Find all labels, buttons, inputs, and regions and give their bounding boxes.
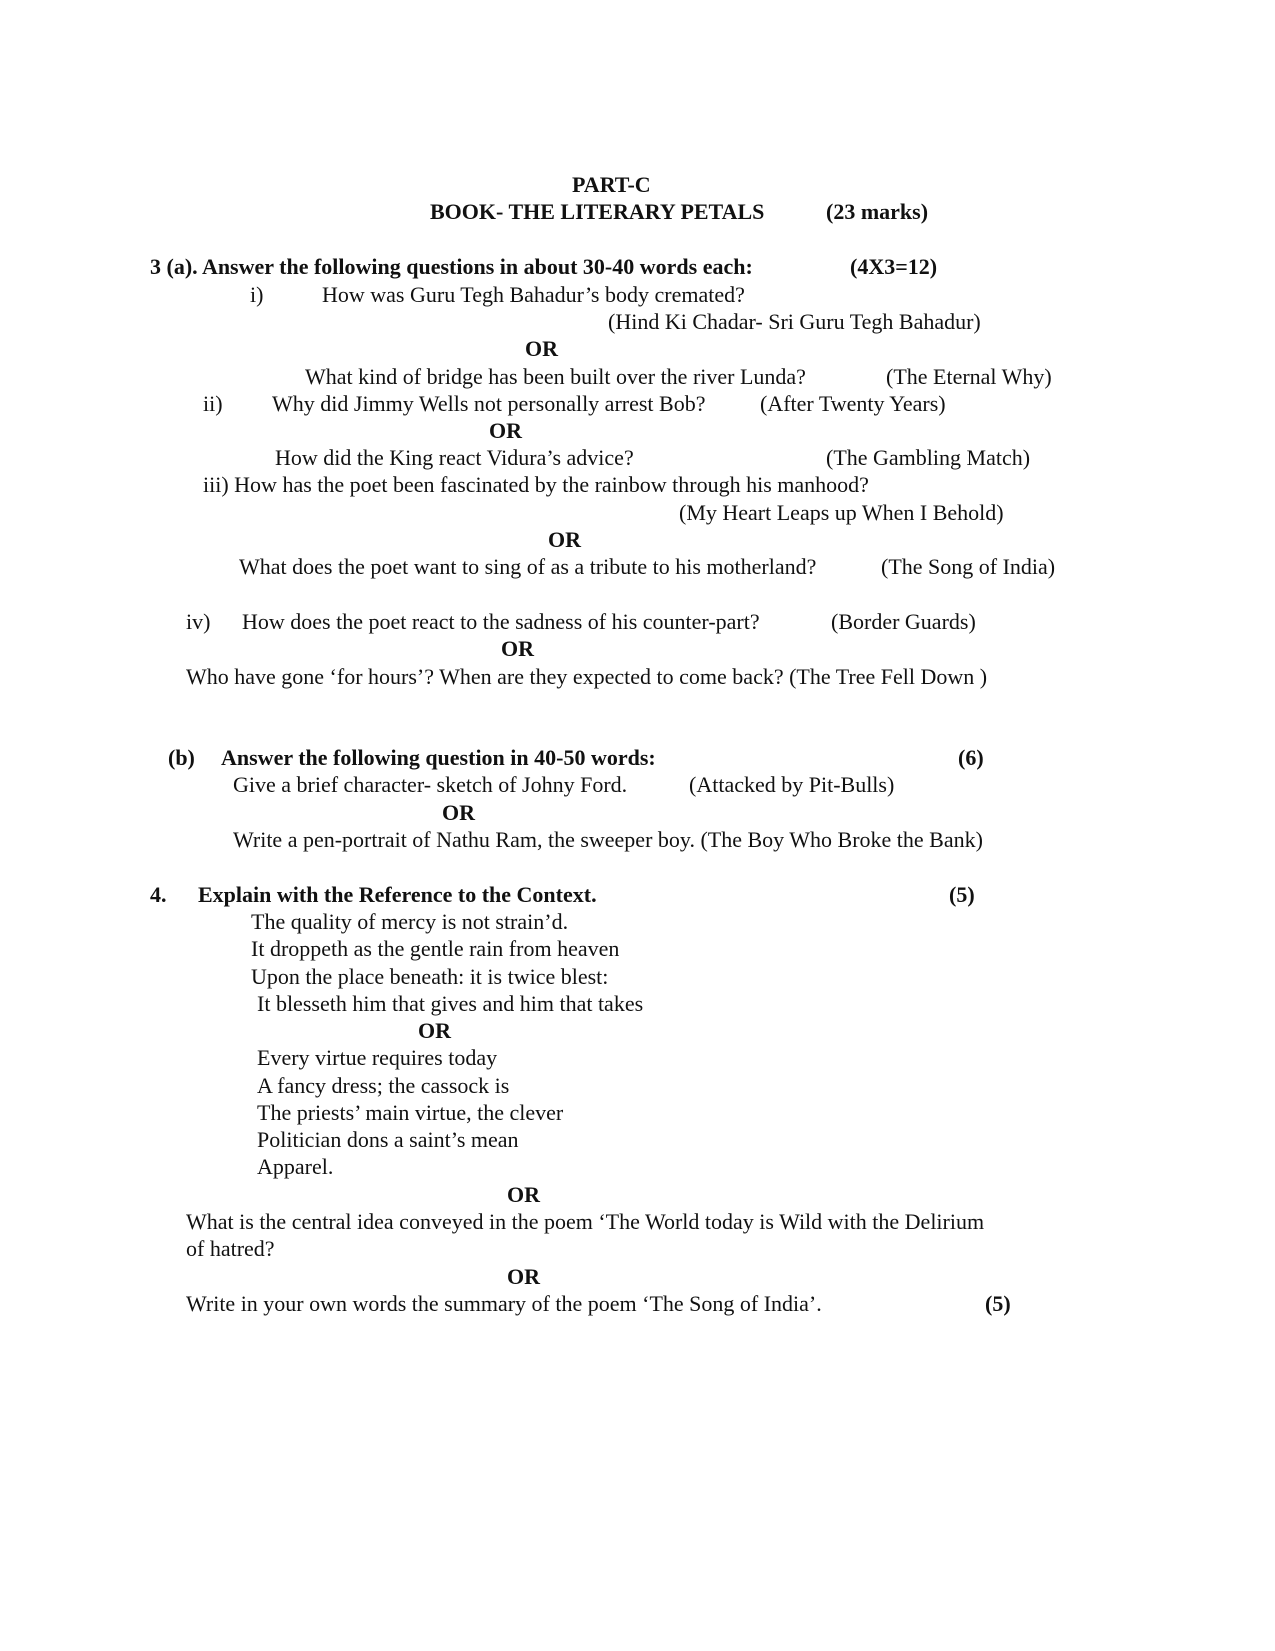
q3a-iii-source: (My Heart Leaps up When I Behold)	[679, 500, 1004, 525]
q3a-ii-number: ii)	[203, 391, 223, 416]
q3a-marks: (4X3=12)	[850, 254, 938, 279]
poem1-line: The quality of mercy is not strain’d.	[251, 909, 569, 934]
q3a-iv-question: How does the poet react to the sadness of his counter-part?	[242, 609, 760, 634]
or-divider: OR	[489, 418, 522, 443]
q3a-iv-source: (Border Guards)	[831, 609, 976, 634]
q4-central-idea-line1: What is the central idea conveyed in the poem ‘The World today is Wild with the Delirium	[186, 1209, 985, 1234]
poem1-line: It droppeth as the gentle rain from heaven	[251, 936, 620, 961]
total-marks: (23 marks)	[826, 199, 929, 224]
q3a-i-source: (Hind Ki Chadar- Sri Guru Tegh Bahadur)	[608, 309, 981, 334]
q3a-ii-question: Why did Jimmy Wells not personally arrest Bob?	[272, 391, 706, 416]
q3b-heading: Answer the following question in 40-50 words:	[221, 745, 656, 770]
q3a-i-alt-question: What kind of bridge has been built over the river Lunda?	[305, 364, 806, 389]
q4-summary-question: Write in your own words the summary of the poem ‘The Song of India’.	[186, 1291, 822, 1316]
or-divider: OR	[525, 336, 558, 361]
poem2-line: The priests’ main virtue, the clever	[257, 1100, 564, 1125]
q3a-iv-number: iv)	[186, 609, 211, 634]
q3a-iii-alt-question: What does the poet want to sing of as a tribute to his motherland?	[239, 554, 817, 579]
q3a-ii-source: (After Twenty Years)	[760, 391, 946, 416]
q3a-iv-alt-question: Who have gone ‘for hours’? When are they expected to come back? (The Tree Fell Down )	[186, 664, 988, 689]
poem2-line: Politician dons a saint’s mean	[257, 1127, 519, 1152]
or-divider: OR	[507, 1264, 540, 1289]
q4-marks: (5)	[949, 882, 975, 907]
poem1-line: Upon the place beneath: it is twice blest:	[251, 964, 609, 989]
part-title: PART-C	[572, 172, 651, 197]
book-title: BOOK- THE LITERARY PETALS	[430, 199, 765, 224]
or-divider: OR	[418, 1018, 451, 1043]
q3a-ii-alt-question: How did the King react Vidura’s advice?	[275, 445, 634, 470]
q3a-ii-alt-source: (The Gambling Match)	[826, 445, 1031, 470]
q3a-heading: 3 (a). Answer the following questions in about 30-40 words each:	[150, 254, 753, 279]
poem2-line: Every virtue requires today	[257, 1045, 498, 1070]
q4-central-idea-line2: of hatred?	[186, 1236, 275, 1261]
q3b-question: Give a brief character- sketch of Johny Ford.	[233, 772, 628, 797]
q3a-iii-question: iii) How has the poet been fascinated by the rainbow through his manhood?	[203, 472, 869, 497]
or-divider: OR	[442, 800, 475, 825]
q3b-marks: (6)	[958, 745, 984, 770]
poem2-line: Apparel.	[257, 1154, 334, 1179]
q3a-iii-alt-source: (The Song of India)	[881, 554, 1056, 579]
q4-heading: Explain with the Reference to the Context.	[198, 882, 597, 907]
q3b-label: (b)	[168, 745, 195, 770]
or-divider: OR	[507, 1182, 540, 1207]
q3a-i-number: i)	[250, 282, 264, 307]
or-divider: OR	[548, 527, 581, 552]
or-divider: OR	[501, 636, 534, 661]
poem1-line: It blesseth him that gives and him that takes	[257, 991, 644, 1016]
poem2-line: A fancy dress; the cassock is	[257, 1073, 510, 1098]
q3a-i-alt-source: (The Eternal Why)	[886, 364, 1052, 389]
q4-number: 4.	[150, 882, 167, 907]
q3a-i-question: How was Guru Tegh Bahadur’s body cremated?	[322, 282, 745, 307]
q4-summary-marks: (5)	[985, 1291, 1011, 1316]
q3b-alt-question: Write a pen-portrait of Nathu Ram, the sweeper boy. (The Boy Who Broke the Bank)	[233, 827, 983, 852]
q3b-source: (Attacked by Pit-Bulls)	[689, 772, 895, 797]
